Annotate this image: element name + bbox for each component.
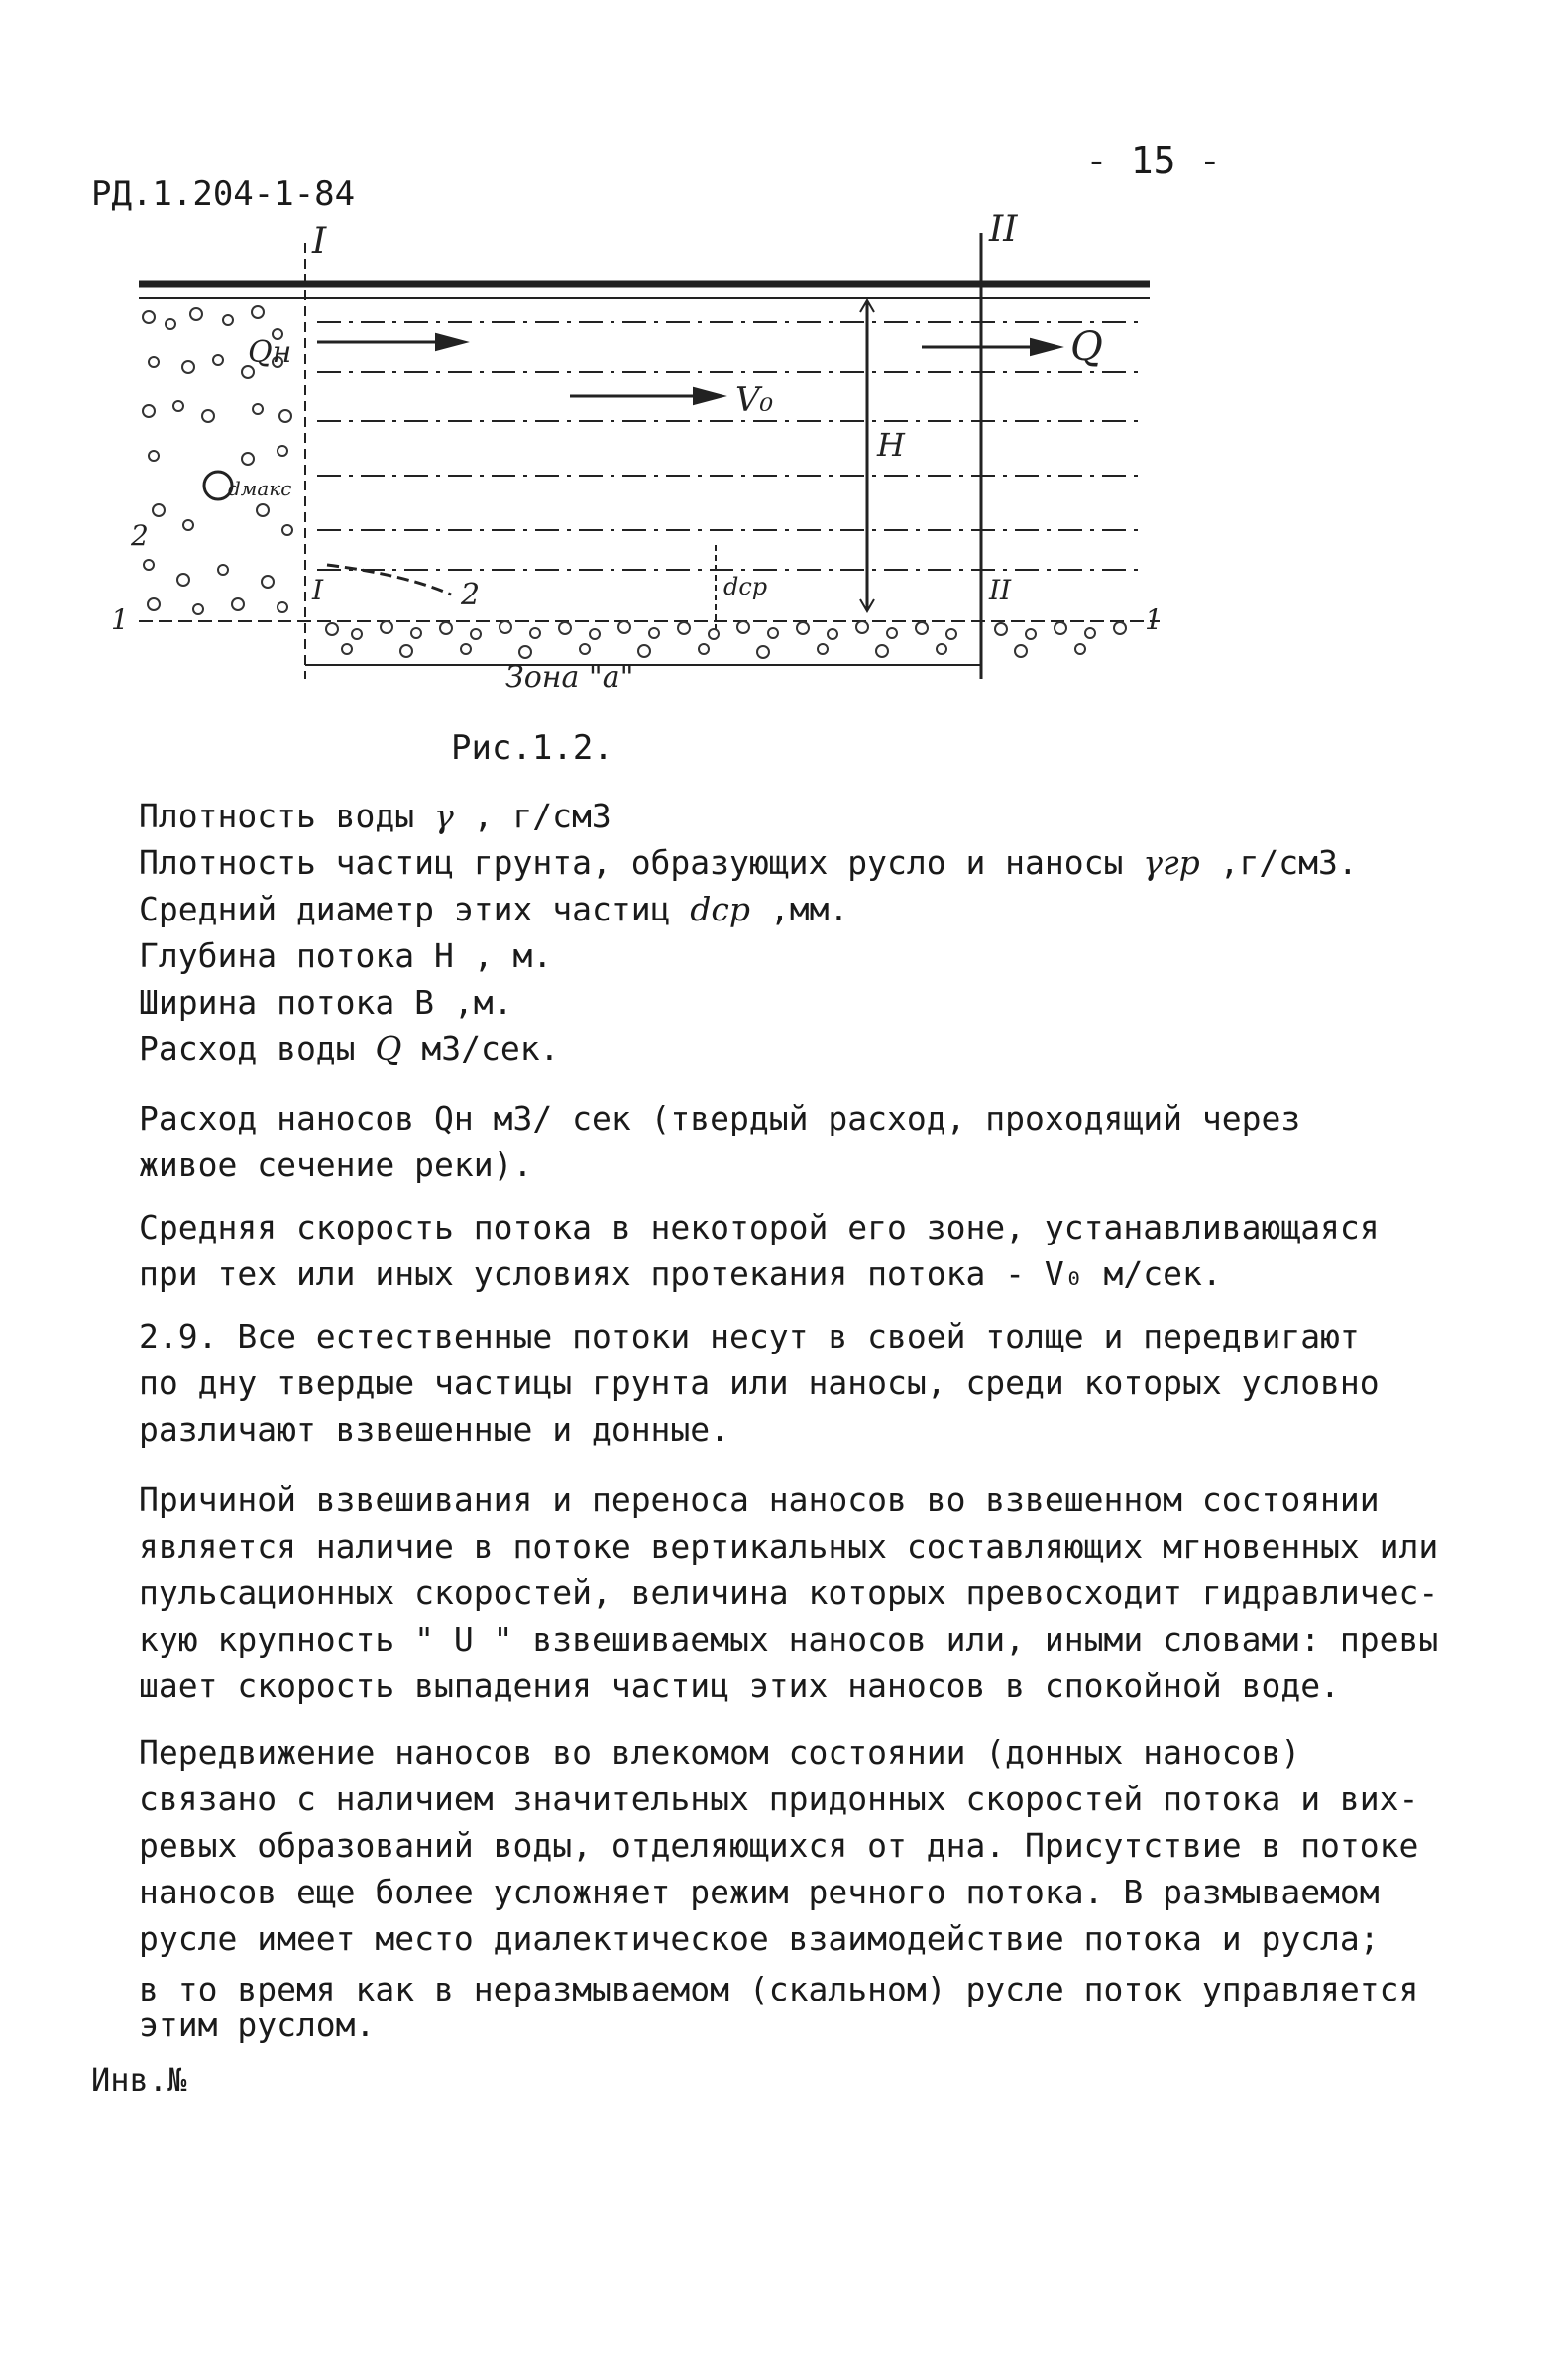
definition-text: Ширина потока В ,м.: [139, 983, 513, 1022]
definition-row: [139, 793, 1358, 839]
definition-unit: ,мм.: [750, 890, 849, 928]
definition-symbol: γгр: [1143, 843, 1200, 882]
figure-caption: Рис.1.2.: [451, 728, 613, 768]
label-2-trajectory: 2: [461, 578, 481, 612]
label-1-left: 1: [111, 603, 129, 636]
inventory-number-label: Инв.№: [91, 2061, 187, 2099]
text-line: связано с наличием значительных придонных скоростей потока и вих-: [139, 1780, 1419, 1818]
document-id: РД.1.204-1-84: [91, 174, 356, 214]
definition-unit: ,г/см3.: [1199, 843, 1358, 882]
text-line: в то время как в неразмываемом (скальном) русле поток управляется: [139, 1970, 1419, 2008]
section-2-bottom-label: II: [989, 574, 1012, 606]
dmax-label: dмакс: [228, 477, 292, 500]
text-line: Передвижение наносов во влекомом состоянии (донных наносов): [139, 1733, 1301, 1772]
text-line: ревых образований воды, отделяющихся от дна. Присутствие в потоке: [139, 1826, 1419, 1865]
qn-label: Qн: [248, 335, 292, 370]
paragraph-bed-load: [139, 1729, 1418, 1962]
text-line: Средняя скорость потока в некоторой его зоне, устанавливающаяся: [139, 1208, 1380, 1246]
definition-text: Средний диаметр этих частиц: [139, 890, 691, 928]
definition-text: Плотность воды: [139, 797, 435, 835]
h-label: H: [877, 426, 905, 464]
dcp-label: dср: [723, 573, 768, 600]
text-line: наносов еще более усложняет режим речного потока. В размываемом: [139, 1873, 1380, 1911]
definition-text: Расход воды: [139, 1029, 376, 1068]
definition-row: [139, 886, 1358, 932]
definition-symbol: dср: [690, 890, 751, 928]
definition-symbol: γ: [434, 797, 454, 835]
paragraph-sediment-discharge: [139, 1095, 1300, 1188]
text-line: Расход наносов Qн м3/ сек (твердый расход, проходящий через: [139, 1099, 1301, 1137]
section-1-top-label: I: [312, 221, 327, 262]
definition-unit: м3/сек.: [401, 1029, 560, 1068]
text-line: Причиной взвешивания и переноса наносов во взвешенном состоянии: [139, 1480, 1380, 1519]
text-line: различают взвешенные и донные.: [139, 1410, 730, 1449]
text-line: пульсационных скоростей, величина которых превосходит гидравличес-: [139, 1573, 1439, 1612]
definition-row: [139, 979, 1358, 1026]
text-line: 2.9. Все естественные потоки несут в своей толще и передвигают: [139, 1317, 1360, 1355]
paragraph-suspension: [139, 1476, 1438, 1709]
definition-row: [139, 839, 1358, 886]
q-label: Q: [1070, 324, 1103, 370]
river-flow-diagram: [109, 213, 1229, 708]
page-number: - 15 -: [1085, 139, 1222, 182]
definition-row: [139, 1026, 1358, 1072]
paragraph-rock-bed: [139, 1972, 1418, 2043]
section-2-top-label: II: [989, 213, 1018, 250]
zone-label: Зона "а": [505, 660, 634, 695]
text-line: русле имеет место диалектическое взаимодействие потока и русла;: [139, 1919, 1380, 1958]
text-line: живое сечение реки).: [139, 1145, 533, 1184]
definition-row: [139, 932, 1358, 979]
text-line: шает скорость выпадения частиц этих наносов в спокойной воде.: [139, 1667, 1340, 1705]
definition-unit: , г/см3: [453, 797, 611, 835]
definition-symbol: Q: [375, 1029, 402, 1068]
section-1-bottom-label: I: [312, 574, 324, 606]
definition-text: Глубина потока Н , м.: [139, 936, 553, 975]
paragraph-2-9: [139, 1313, 1380, 1453]
text-line: этим руслом.: [139, 2005, 376, 2044]
text-line: по дну твердые частицы грунта или наносы, среди которых условно: [139, 1363, 1380, 1402]
label-2-left: 2: [131, 519, 149, 552]
text-line: является наличие в потоке вертикальных составляющих мгновенных или: [139, 1527, 1439, 1566]
definition-text: Плотность частиц грунта, образующих русло и наносы: [139, 843, 1144, 882]
v0-label: V₀: [735, 380, 774, 420]
label-1-right: 1: [1145, 603, 1163, 636]
text-line: кую крупность " U " взвешиваемых наносов или, иными словами: превы: [139, 1620, 1439, 1659]
paragraph-mean-velocity: [139, 1204, 1380, 1297]
definitions-list: [139, 793, 1358, 1072]
text-line: при тех или иных условиях протекания потока - V₀ м/сек.: [139, 1254, 1222, 1293]
